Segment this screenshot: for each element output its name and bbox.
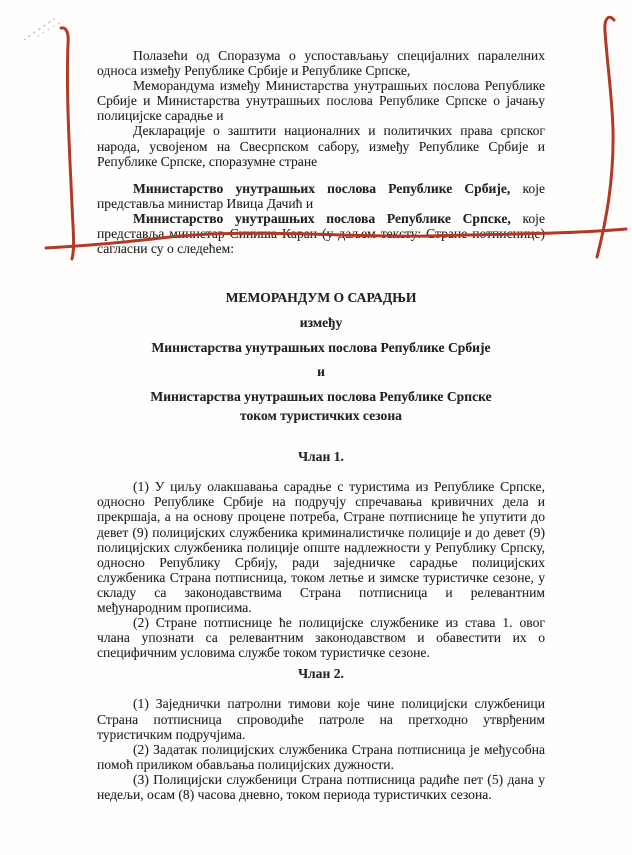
party-text-serbia: које представља министар Ивица Дачић и [97, 180, 546, 211]
article-2-heading: Члан 2. [298, 666, 344, 682]
preamble-paragraph: Декларације о заштити националних и политичких права српског народа, усвојеном на Свесрпском сабору, између Републике Србије и Републике Српске, споразумне стране [97, 123, 545, 169]
title-between: између [299, 314, 343, 330]
party-paragraph-srpska [97, 211, 545, 256]
article-2 [97, 666, 545, 802]
article-1-paragraph: (1) У циљу олакшавања сарадње с туристима из Републике Српске, односно Републике Србије на подручју спречавања кривичних дела и прекршаја, а на основу процене потреба, Стране потписнице ће упутити до девет (9) полицијских службеника криминалистичке полиције и до девет (9) полицијских службеника полиције опште надлежности у Републику Српску, односно Републику Србију, ради заједничке сарадње полицијских службеника Страна потписница, током летње и зимске туристичке сезоне, у складу са законодавствима Страна потписница и релевантним међународним прописима. [97, 479, 545, 615]
article-2-paragraph: (2) Задатак полицијских службеника Страна потписница је међусобна помоћ приликом обављања полицијских дужности. [97, 741, 545, 772]
party-name-serbia: Министарство унутрашњих послова Републике Србије, [133, 180, 511, 196]
party-text-srpska: које представља министар Синиша Каран (у даљем тексту: Стране потписнице) сагласни су о следећем: [97, 210, 545, 257]
article-1 [97, 449, 545, 660]
article-1-paragraph: (2) Стране потписнице ће полицијске службенике из става 1. овог члана упознати са релевантним законодавством и обавестити их о специфичним условима службе током туристичке сезоне. [97, 615, 545, 661]
article-1-heading: Члан 1. [298, 449, 344, 465]
article-2-paragraph: (3) Полицијски службеници Страна потписница радиће пет (5) дана у недељи, осам (8) часова дневно, током периода туристичких сезона. [97, 771, 545, 803]
preamble-paragraph: Меморандума између Министарства унутрашњих послова Републике Србије и Министарства унутрашњих послова Републике Српске о јачању полицијске сарадње и [97, 78, 545, 124]
preamble-paragraph: Полазећи од Споразума о успостављању специјалних паралелних односа између Републике Србије и Републике Српске, [97, 48, 545, 79]
title-block [97, 290, 545, 423]
document-title: МЕМОРАНДУМ О САРАДЊИ [225, 290, 417, 306]
title-party2: Министарства унутрашњих послова Републике Српске [150, 388, 492, 404]
title-subtitle: током туристичких сезона [240, 408, 402, 424]
title-and: и [317, 364, 325, 380]
article-2-paragraph: (1) Заједнички патролни тимови које чине полицијски службеници Страна потписница спроводиће патроле на претходно утврђеним туристичким подручјима. [97, 696, 545, 742]
party-paragraph-serbia [97, 181, 545, 211]
title-party1: Министарства унутрашњих послова Републике Србије [151, 339, 491, 355]
parties-block [97, 181, 545, 256]
party-name-srpska: Министарство унутрашњих послова Републике Српске, [133, 210, 511, 226]
